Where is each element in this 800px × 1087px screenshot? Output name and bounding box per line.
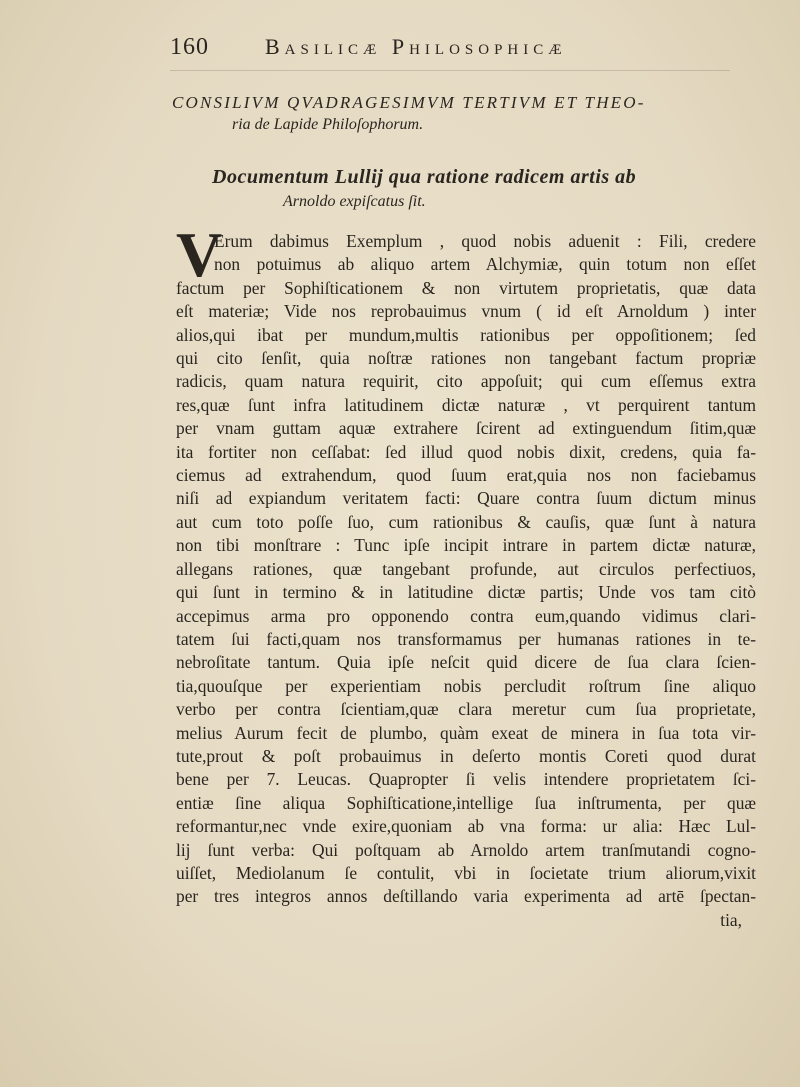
text-line: lij ſunt verba: Qui poſtquam ab Arnoldo artem tranſmutandi cogno- <box>176 839 756 860</box>
drop-cap-initial: V <box>176 219 223 290</box>
text-line: tia,quouſque per experientiam nobis percludit roſtrum ſine aliquo <box>176 675 756 696</box>
document-subtitle: Arnoldo expiſcatus ſit. <box>283 193 426 210</box>
text-line: factum per Sophiſticationem & non virtutem proprietatis, quæ data <box>176 277 756 298</box>
page-number: 160 <box>170 34 209 60</box>
body-text <box>176 230 756 932</box>
text-line: per vnam guttam aquæ extrahere ſcirent ad extinguendum ſitim,quæ <box>176 418 756 439</box>
text-line: ita fortiter non ceſſabat: ſed illud quod nobis dixit, credens, quia fa- <box>176 441 756 462</box>
text-line: alios,qui ibat per mundum,multis rationibus per oppoſitionem; ſed <box>176 324 756 345</box>
text-line: Erum dabimus Exemplum , quod nobis aduenit : Fili, credere <box>214 231 756 251</box>
text-line: niſi ad expiandum veritatem facti: Quare contra ſuum dictum minus <box>176 488 756 509</box>
text-line: tatem ſui facti,quam nos transformamus per humanas rationes in te- <box>176 628 756 649</box>
catchword: tia, <box>720 909 742 930</box>
text-line: radicis, quam natura requirit, cito appoſuit; qui cum eſſemus extra <box>176 371 756 392</box>
text-line: qui ſunt in termino & in latitudine dictæ partis; Unde vos tam citò <box>176 582 756 603</box>
text-line: reformantur,nec vnde exire,quoniam ab vna forma: ur alia: Hæc Lul- <box>176 816 756 837</box>
text-line: tute,prout & poſt probauimus in deſerto montis Coreti quod durat <box>176 745 756 766</box>
text-line: per tres integros annos deſtillando varia experimenta ad artē ſpectan- <box>176 886 756 907</box>
text-line: melius Aurum fecit de plumbo, quàm exeat de minera in ſua tota vir- <box>176 722 756 743</box>
text-line: res,quæ ſunt infra latitudinem dictæ naturæ , vt perquirent tantum <box>176 394 756 415</box>
text-line: non potuimus ab aliquo artem Alchymiæ, quin totum non eſſet <box>214 254 756 275</box>
text-line: allegans rationes, quæ tangebant profunde, aut circulos perfectiuos, <box>176 558 756 579</box>
text-line: non tibi monſtrare : Tunc ipſe incipit intrare in partem dictæ naturæ, <box>176 535 756 556</box>
text-line: eſt materiæ; Vide nos reprobauimus vnum ( id eſt Arnoldum ) inter <box>176 301 756 322</box>
text-line: ciemus ad extrahendum, quod ſuum erat,quia nos non faciebamus <box>176 465 756 486</box>
text-line: entiæ ſine aliqua Sophiſticatione,intellige ſua inſtrumenta, per quæ <box>176 792 756 813</box>
header-divider <box>170 70 730 71</box>
text-line: nebroſitate tantum. Quia ipſe neſcit quid dicere de ſua clara ſcien- <box>176 652 756 673</box>
running-head-title: Basilicæ Philosophicæ <box>265 34 567 59</box>
chapter-title: CONSILIVM QVADRAGESIMVM TERTIVM ET THEO- <box>172 93 646 112</box>
text-line: bene per 7. Leucas. Quapropter ſi velis intendere proprietatem ſci- <box>176 769 756 790</box>
chapter-subtitle: ria de Lapide Philoſophorum. <box>232 116 424 133</box>
text-line: aut cum toto poſſe ſuo, cum rationibus & cauſis, quæ ſunt à natura <box>176 511 756 532</box>
text-line: qui cito ſenſit, quia noſtræ rationes non tangebant factum propriæ <box>176 348 756 369</box>
text-line: uiſſet, Mediolanum ſe contulit, vbi in ſocietate trium aliorum,vixit <box>176 862 756 883</box>
text-line: verbo per contra ſcientiam,quæ clara meretur cum ſua proprietate, <box>176 699 756 720</box>
running-head <box>170 34 730 68</box>
document-title: Documentum Lullij qua ratione radicem artis ab <box>212 166 637 188</box>
text-line: accepimus arma pro opponendo contra eum,quando vidimus clari- <box>176 605 756 626</box>
